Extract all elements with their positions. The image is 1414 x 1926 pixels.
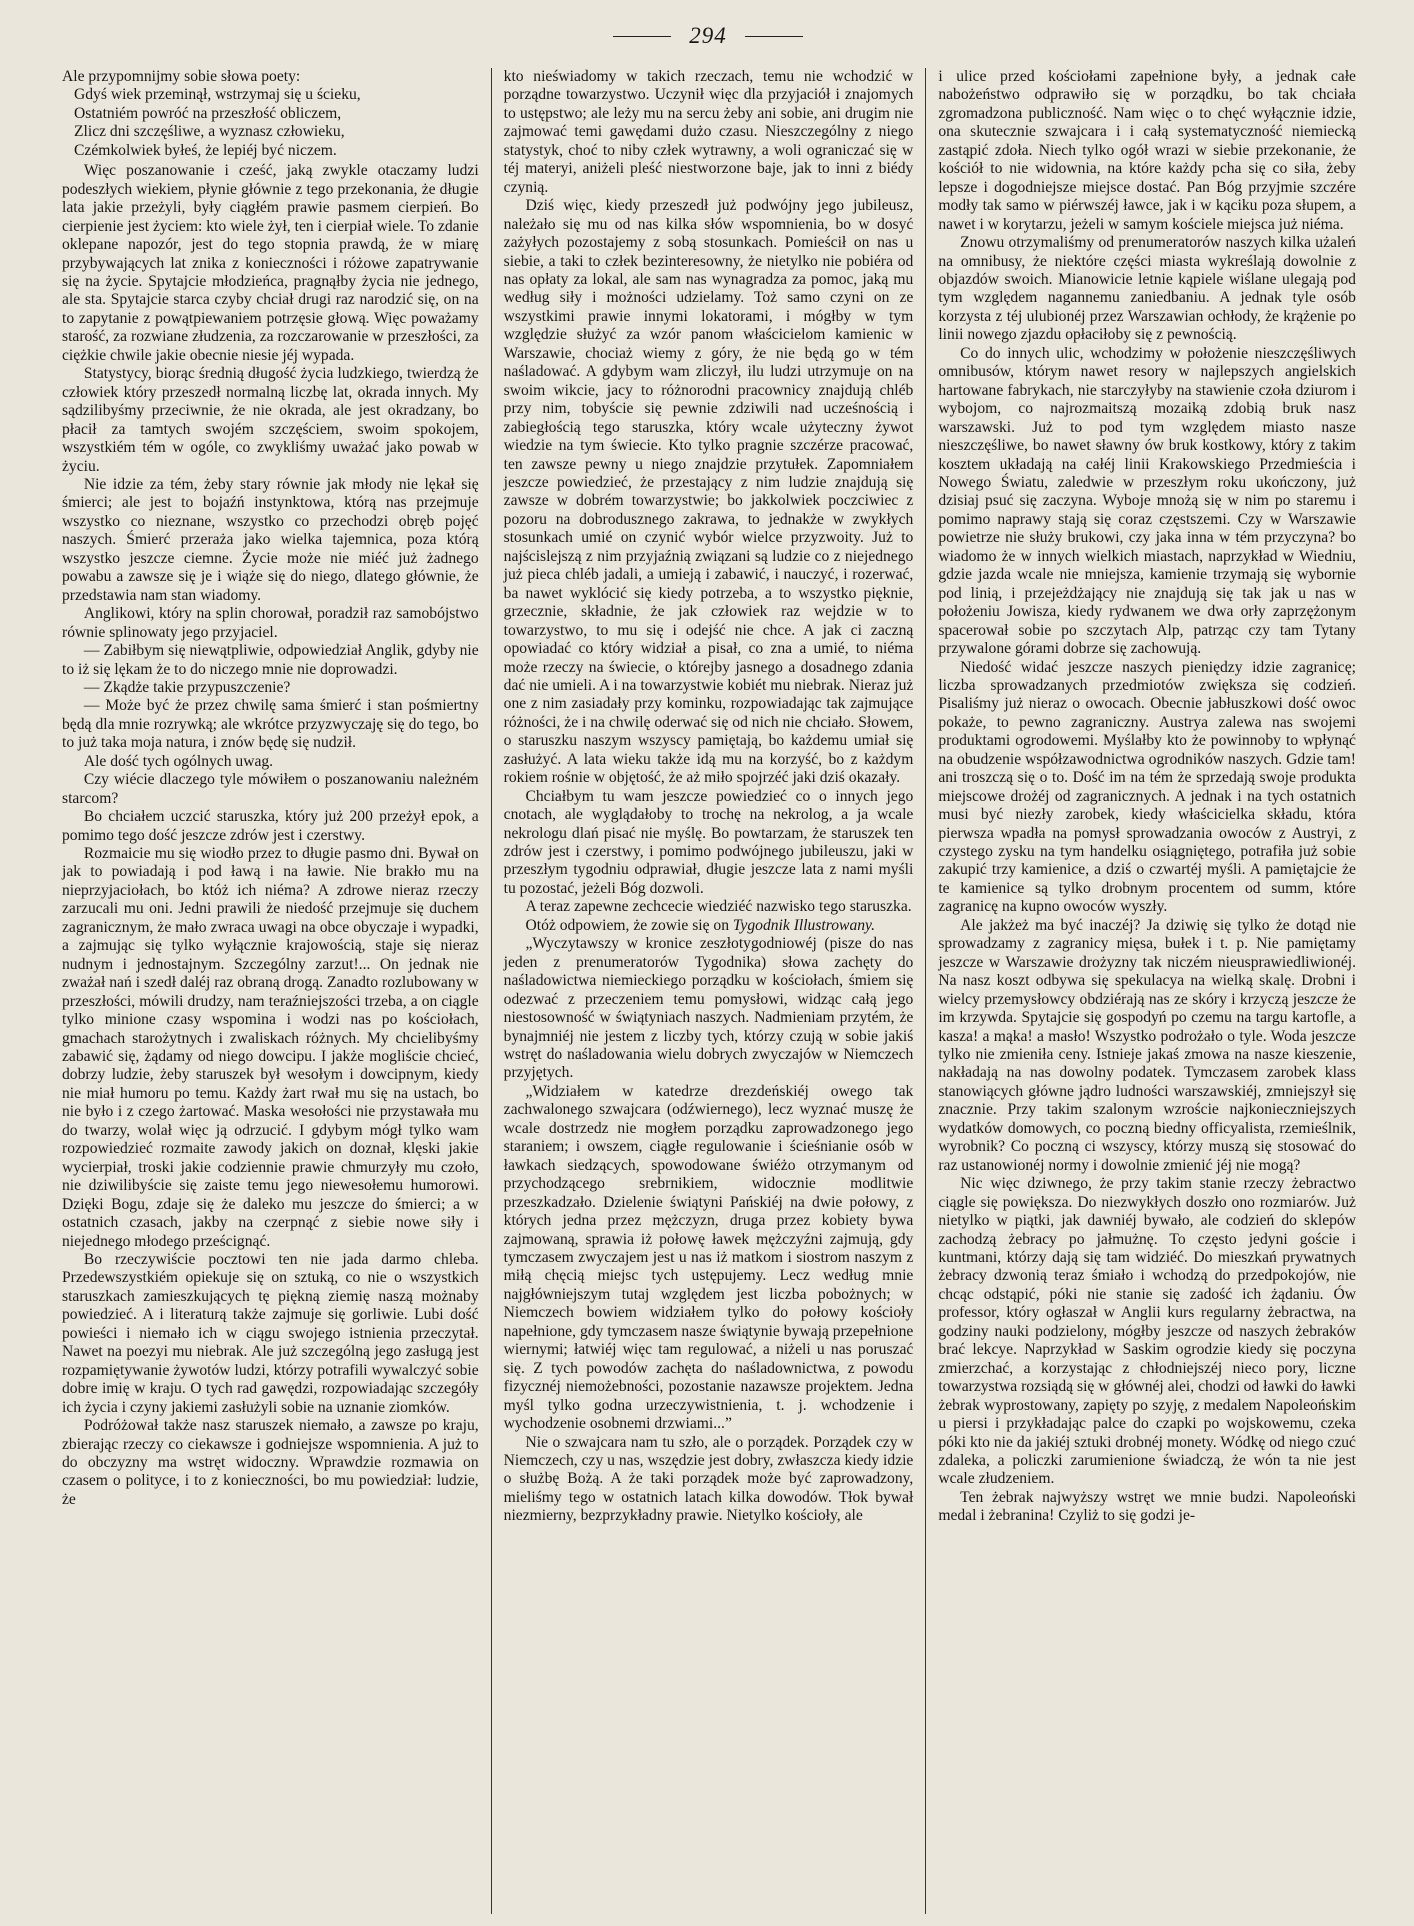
paragraph: Znowu otrzymaliśmy od prenumeratorów naszych kilka użaleń na omnibusy, że niektóre części miasta wykreślają dowolnie z objazdów swoich. Mianowicie letnie kąpiele wiślane ulegają pod tym względem nagannemu zaniedbaniu. A jednak tyle osób korzysta z téj ulubionéj przez Warszawian ochłody, że krążenie po linii nowego zjazdu opłaciłoby się z pewnością. (938, 234, 1356, 344)
paragraph-text: Otóż odpowiem, że zowie się on (525, 916, 730, 934)
quoted-letter: „Widziałem w katedrze drezdeńskiéj owego tak zachwalonego szwajcara (odźwiernego), lecz wyznać muszę że wcale dostrzedz nie mogłem porządku zaprowadzonego jego staraniem; i owszem, ciągłe regulowanie i ścieśnianie osób w ławkach siedzących, spowodowane świéżo otrzymanym od przychodzącego srebrnikiem, widocznie modlitwie przeszkadzało. Dzielenie świątyni Pańskiéj na dwie połowy, z których jedna przez mężczyzn, druga przez kobiety bywa zajmowaną, sprawia iż połowę ławek mężczyźni zajmują, gdy tymczasem zwyczajem jest u nas iż matkom i siostrom naszym z miłą chęcią miejsc tych ustępujemy. Lecz według mnie najgłówniejszym tutaj względem jest liczba pobożnych; w Niemczech bowiem widziałem tylko do połowy kościoły napełnione, gdy tymczasem nasze świątynie bywają przepełnione wiernymi; łatwiéj więc tam regulować, a niżeli u nas poruszać się. Z tych powodów zachęta do naśladownictwa, z powodu fizycznéj niemożebności, pozostanie nazawsze projektem. Jedna myśl tylko godna urzeczywistnienia, t. j. wchodzenie i wychodzenie osobnemi drzwiami...” (503, 1082, 914, 1433)
poem-line: Ostatniém powróć na przeszłość obliczem, (74, 104, 342, 122)
paragraph: Nie idzie za tém, żeby stary równie jak młody nie lękał się śmierci; ale jest to bojaźń instynktowa, którą nas przejmuje wszystko co nieznane, wszystko co przechodzi obręb pojęć naszych. Śmierć przeraża jako wielka tajemnica, poza którą wszystko jeszcze ciemne. Życie może nie miéć już żadnego powabu a zawsze się je i wiąże się do niego, dlatego głównie, że przedstawia nam stan wiadomy. (62, 475, 479, 604)
paragraph: Więc poszanowanie i cześć, jaką zwykle otaczamy ludzi podeszłych wiekiem, płynie głównie z tego przekonania, że długie lata jakie przeżyli, były ciągłém prawie pasmem cierpień. Bo cierpienie jest życiem: kto wiele żył, ten i cierpiał wiele. To zdanie oklepane napozór, jest do tego stopnia prawdą, że w miarę przybywających lat znika z konieczności i różowe zapatrywanie się na życie. Spytajcie młodzieńca, pragnąłby życia nie jednego, ale sta. Spytajcie starca czyby chciał drugi raz narodzić się, on na to zapytanie z powątpiewaniem potrzęsie głową. Więc poważamy starość, za rozwiane złudzenia, za rozczarowanie w przeszłości, za ciężkie chwile jakie obecnie niesie jéj wypada. (62, 162, 479, 364)
dialogue-line: — Może być że przez chwilę sama śmierć i stan pośmiertny będą dla mnie rozrywką; ale wkrótce przyzwyczaję się do tego, bo to już taka moja natura, i znów będę się nudził. (62, 697, 479, 752)
poem-stanza (62, 86, 479, 160)
header-rule-left (613, 36, 671, 37)
poem-line: Czémkolwiek byłeś, że lepiéj być niczem. (74, 141, 337, 159)
paragraph: Rozmaicie mu się wiodło przez to długie pasmo dni. Bywał on jak to powiadają i pod ławą i na ławie. Nie brakło mu na nieprzyjaciołach, bo któż ich niéma? A zdrowe nieraz rzeczy zarzucali mu oni. Jedni prawili że niedość przejmuje się duchem zagranicznym, że mało zwraca uwagi na obce obyczaje i wypadki, a zajmując się tylko wyłącznie krajowością, staje się nieraz nudnym i jednostajnym. Szczególny zarzut!... On jednak nie zważał nań i szedł daléj raz obraną drogą. Zanadto rozlubowany w przeszłości, mówili drudzy, nam teraźniejszości trzeba, a on ciągle tylko minione czasy wspomina i wodzi nas po kościołach, gmachach starożytnych i zwaliskach różnych. My chcielibyśmy zabawić się, żądamy od niego dowcipu. I jakże mogliście chcieć, dobrzy ludzie, żeby staruszek był wesołym i dowcipnym, kiedy nie miał humoru po temu. Każdy żart rwał mu się na ustach, bo nie było i z czego żartować. Maska wesołości nie przystawała mu do twarzy, wolał więc ją odrzucić. I gdybym mógł tylko wam rozpowiedzieć rozmaite zawody jakich on doznał, klęski jakie wycierpiał, troski jakie codziennie prawie chmurzyły mu czoło, nie dziwilibyście się zaiste temu jego niewesołemu humorowi. Dzięki Bogu, zdaje się że daleko mu jeszcze do śmierci; a w ostatnich czasach, jakby na czerpnąć z siebie nowe siły i niejednego młodego prześcignąć. (62, 845, 479, 1250)
page-header (56, 18, 1360, 54)
header-rule-right (745, 36, 803, 37)
text-columns (56, 68, 1360, 1914)
paragraph: Statystycy, biorąc średnią długość życia ludzkiego, twierdzą że człowiek który przeszedł normalną liczbę lat, okrada innych. My sądzilibyśmy przeciwnie, że nie okrada, ale jest okradzany, bo płacił za tamtych swojém szczęściem, swoim spokojem, wszystkiém tém w ogóle, co zwykliśmy uważać jako powab w życiu. (62, 365, 479, 475)
column-3 (925, 68, 1360, 1914)
poem-line: Gdyś wiek przeminął, wstrzymaj się u ścieku, (74, 86, 361, 104)
paragraph: Co do innych ulic, wchodzimy w położenie nieszczęśliwych omnibusów, którym nawet resory w najlepszych angielskich hartowane fabrykach, nie starczyłyby na stawienie czoła dziurom i wybojom, co najrozmaitszą mozaiką zdobią bruk nasz warszawski. Już to pod tym względem miasto nasze nieszczęśliwe, bo nawet sławny ów bruk kostkowy, który z takim kosztem układają na całéj linii Krakowskiego Przedmieścia i Nowego Światu, zaledwie w przeszłym roku ukończony, już dzisiaj psuć się zaczyna. Wyboje mnożą się w nim po staremu i pomimo naprawy stają się coraz częstszemi. Czy w Warszawie powietrze nie służy brukowi, czy jaka inna w tém przyczyna? bo wiadomo że w innych wielkich miastach, naprzykład w Wiedniu, gdzie jazda wcale nie mniejsza, kamienie trzymają się wybornie pod linią, i przejeżdżający nie znajdują się tak jak u nas w położeniu Jowisza, kiedy rydwanem we dwa orły zaprzężonym spacerował sobie po szczytach Alp, patrząc czy tam Tytany przywalone górami dobrze się zachowują. (938, 344, 1356, 658)
poem-intro: Ale przypomnijmy sobie słowa poety: (62, 68, 301, 85)
paragraph-continued: i ulice przed kościołami zapełnione były, a jednak całe nabożeństwo odprawiło się w porządku, bo tak chciała zgromadzona publiczność. Nam więc o to chęć wyłącznie idzie, ona skutecznie szwajcara i i całą systematyczność niemiecką zastąpić zdoła. Niech tylko ogół wrazi w siebie przekonanie, że kościół to nie widownia, na które każdy pcha się co siła, żeby lepsze i dogodniejsze miejsce dostać. Pan Bóg przyjmie szczére modły tak samo w piérwszéj ławce, jak i w kąciku poza słupem, a nawet i w korytarzu, jeżeli w samym kościele miejsca już niéma. (938, 68, 1356, 233)
paragraph: Anglikowi, który na splin chorował, poradził raz samobójstwo równie splinowaty jego przyjaciel. (62, 605, 479, 641)
paragraph: Podróżował także nasz staruszek niemało, a zawsze po kraju, zbierając rzeczy co ciekawsze i godniejsze wspomnienia. A już to do obczyzny ma wstręt widoczny. Wprawdzie rozmawia on czasem o polityce, i to z konieczności, bo mu powiedział: ludzie, że (62, 1417, 479, 1508)
paragraph: Niedość widać jeszcze naszych pieniędzy idzie zagranicę; liczba sprowadzanych przedmiotów zwiększa się codzień. Pisaliśmy już nieraz o owocach. Obecnie jabłuszkowi dość owoc pokaże, to pewno zagraniczny. Austrya zalewa nas swojemi produktami ogrodowemi. Myślałby kto że powinnoby to wpłynąć na obudzenie współzawodnictwa ogrodników naszych. Gdzie tam! ani troszczą się o to. Dość im na tém że sprzedają swoje produkta miejscowe drożéj od zagranicznych. A jednak i na tych ostatnich musi być niezły zarobek, kiedy właścicielka składu, która pierwsza wpadła na pomysł sprowadzania owoców z Austryi, z czystego zysku na tym handelku osiągniętego, potrafiła już sobie zakupić trzy kamienice, a dziś o czwartéj myśli. A pamiętajcie że te kamienice są tylko drobnym procentem od summ, które zagranicę na kupno owoców wyszły. (938, 658, 1356, 916)
paragraph: Nie o szwajcara nam tu szło, ale o porządek. Porządek czy w Niemczech, czy u nas, wszędzie jest dobry, zwłaszcza kiedy idzie o służbę Bożą. A że taki porządek może być zaprowadzony, mieliśmy tego w ostatnich latach kilka dowodów. Tłok bywał niezmierny, bezprzykładny prawie. Nietylko kościoły, ale (503, 1433, 914, 1525)
column-2 (491, 68, 926, 1914)
paragraph: Bo chciałem uczcić staruszka, który już 200 przeżył epok, a pomimo tego dość jeszcze zdrów jest i czerstwy. (62, 808, 479, 844)
dialogue-line: — Zkądże takie przypuszczenie? (83, 678, 291, 696)
paragraph: Czy wiécie dlaczego tyle mówiłem o poszanowaniu należném starcom? (62, 771, 479, 807)
quoted-letter: „Wyczytawszy w kronice zeszłotygodniowéj (pisze do nas jeden z prenumeratorów Tygodnika) słowa zachęty do naśladowictwa niemieckiego porządku w kościołach, śmiem się odezwać z przeczeniem temu pomysłowi, widząc całą jego niestosowność w świątyniach naszych. Nadmieniam przytém, że bynajmniéj nie jestem z liczby tych, którzy czują w sobie jakiś wstręt do naśladowania wielu dobrych zwyczajów w Niemczech przyjętych. (503, 935, 914, 1082)
paragraph: A teraz zapewne zechcecie wiedziéć nazwisko tego staruszka. (525, 898, 912, 916)
paragraph: Ale jakżeż ma być inaczéj? Ja dziwię się tylko że dotąd nie sprowadzamy z zagranicy mięsa, bułek i t. p. Nie pamiętamy jeszcze w Warszawie drożyzny tak niczém nieusprawiedliwionéj. Na nasz koszt odbywa się spekulacya na wielką skalę. Drobni i wielcy przemysłowcy obdziérają nas ze skóry i krzyczą jeszcze że im krzywda. Spytajcie się gospodyń po czemu na targu kartofle, a kasza! a mąka! a masło! Wszystko podrożało o tyle. Woda jeszcze tylko nie zmieniła ceny. Istnieje jakaś zmowa na nasze kieszenie, nakładają na nas dowolny podatek. Tymczasem zarobek klass stanowiących główne jądro ludności warszawskiéj, zmniejszył się znacznie. Przy takim szalonym wzroście najkonieczniejszych wydatków domowych, co poczną biedny officyalista, rzemieślnik, wyrobnik? Co poczną ci wszyscy, którzy muszą się stosować do raz ustanowionéj normy i dowolnie zmienić jéj nie mogą? (938, 916, 1356, 1174)
dialogue-line: — Zabiłbym się niewątpliwie, odpowiedział Anglik, gdyby nie to iż się lękam że to do niczego mnie nie doprowadzi. (62, 642, 479, 678)
paragraph (504, 917, 914, 935)
poem-line: Zlicz dni szczęśliwe, a wyznasz człowieku, (74, 123, 345, 141)
paragraph: Nic więc dziwnego, że przy takim stanie rzeczy żebractwo ciągle się powiększa. Do niezwykłych doszło ono rozmiarów. Już nietylko w piątki, jak dawniéj bywało, ale codzień do sklepów zachodzą żebracy po jałmużnę. To często jedyni goście i kuntmani, którzy dają się tam widziéć. Do mieszkań prywatnych żebracy dzwonią teraz śmiało i wchodzą do przedpokojów, nie chcąc odstąpić, póki nie stanie się zadość ich żądaniu. Ów professor, który ogłaszał w Anglii kurs regularny żebractwa, na godziny nauki podzielony, mógłby jeszcze od naszych żebraków brać lekcye. Naprzykład w Saskim ogrodzie kiedy się poczyna zmierzchać, a korzystając z chłodniejszéj nieco pory, liczne towarzystwa rozsiądą się w głównéj alei, chodzi od ławki do ławki żebrak wyprostowany, zapięty po szyję, z medalem Napoleońskim u piersi i przykładając palce do czapki po wojskowemu, czeka póki kto nie da jakiéj sztuki drobnéj monety. Wódkę od niego czuć zdaleka, a policzki zarumienione świadczą, że wón ta nie jest wcale złudzeniem. (938, 1175, 1356, 1488)
paragraph: Dziś więc, kiedy przeszedł już podwójny jego jubileusz, należało się mu od nas kilka słów wspomnienia, bo w dosyć zażyłych pozostajemy z sobą stosunkach. Pomieścił on nas u siebie, a taki to człek bezinteresowny, że nietylko nie pobiéra od nas opłaty za lokal, ale sam nas wynagradza za pomoc, jaką mu według siły i możności udzielamy. Toż samo czyni on ze wszystkimi prawie innymi lokatorami, i mógłby w tym względzie służyć za wzór panom właścicielom kamienic w Warszawie, chociaż wiemy z góry, że nie będą go w tém naśladować. A gdybym wam zliczył, ilu ludzi utrzymuje on na swoim wikcie, jacy to różnorodni pracownicy znajdują chléb przy nim, tobyście się pewnie zdziwili nad ucześnością i zabiegłością tego staruszka, który wcale użyteczny żywot wiedzie na tym świecie. Kto tylko pragnie szczérze pracować, ten zawsze pewny u niego znajdzie przytułek. Zapomniałem jeszcze powiedzieć, że przestający z nim ludzie znajdują się zawsze w dobrém towarzystwie; bo jakkolwiek poczciwiec z pozoru na dobrodusznego zakrawa, to jednakże w zwykłych stosunkach umié on czynić wybór wielce przyzwoity. Już to najścislejszą z nim przyjaźnią związani są ludzie co z niejednego już pieca chléb jadali, a umieją i zabawić, i nauczyć, i rozerwać, ba nawet wyklócić się kiedy potrzeba, a to wszystko pięknie, grzecznie, składnie, że jak człowiek raz wejdzie w to towarzystwo, to mu się i odejść nie chce. A jak ci zaczną opowiadać co który widział a pisał, co zna a umié, to niéma może rzeczy na świecie, o którejby jasnego a dosadnego zdania dać nie umieli. A i na towarzystwie kobiét mu niebrak. Nieraz już one z nim zasiadały przy kominku, rozpowiadając tak zajmujące różności, że i na chwilę oderwać się od nich nie chciało. Słowem, o staruszku naszym wszyscy pamiętają, bo każdemu umiał się zasłużyć. A lata wieku także idą mu na korzyść, bo z każdym rokiem rośnie w objętość, że aż miło spojrzéć jaki dziś okazały. (503, 197, 914, 787)
paragraph: Ten żebrak najwyższy wstręt we mnie budzi. Napoleoński medal i żebranina! Czyliż to się godzi je- (938, 1488, 1356, 1525)
paragraph: Ale dość tych ogólnych uwag. (83, 752, 274, 770)
paragraph: Bo rzeczywiście pocztowi ten nie jada darmo chleba. Przedewszystkiém opiekuje się on sztuką, co nie o wszystkich staruszkach zamieszkujących tę piękną ziemię naszą możnaby powiedzieć. A i literaturą także zajmuje się gorliwie. Lubi dość powieści i niemało ich w ciągu swojego istnienia przeczytał. Nawet na poezyi mu niebrak. Ale już szczególną jego zasługą jest rozpamiętywanie żywotów ludzi, którzy potrafili wywalczyć sobie dobre imię w kraju. O tych rad gawędzi, rozpowiadając szczegóły ich życia i czyny jakiemi zasłużyli sobie na uznanie ziomków. (62, 1251, 479, 1416)
page-number: 294 (689, 23, 727, 48)
column-1 (56, 68, 491, 1914)
paragraph: Chciałbym tu wam jeszcze powiedzieć co o innych jego cnotach, ale wyglądałoby to trochę na nekrolog, a ja wcale nekrologu dlań pisać nie myślę. Bo powtarzam, że staruszek ten zdrów jest i czerstwy, i pomimo podwójnego jubileuszu, jaki w przeszłym tygodniu odprawiał, długie jeszcze lata z nami myśli tu pozostać, jeżeli Bóg dozwoli. (503, 787, 914, 897)
paragraph-continued: kto nieświadomy w takich rzeczach, temu nie wchodzić w porządne towarzystwo. Uczynił więc dla przyjaciół i znajomych to ustępstwo; ale leży mu na sercu żeby ani sobie, ani drugim nie zajmować temi gawędami dużo czasu. Nieszczególny z niego statystyk, choć to niby człek wytrawny, a woli ograniczać się w téj materyi, aniżeli pleść niestworzone baje, jak to inni z biédy czynią. (503, 68, 914, 196)
publication-title: Tygodnik Illustrowany. (732, 916, 875, 934)
